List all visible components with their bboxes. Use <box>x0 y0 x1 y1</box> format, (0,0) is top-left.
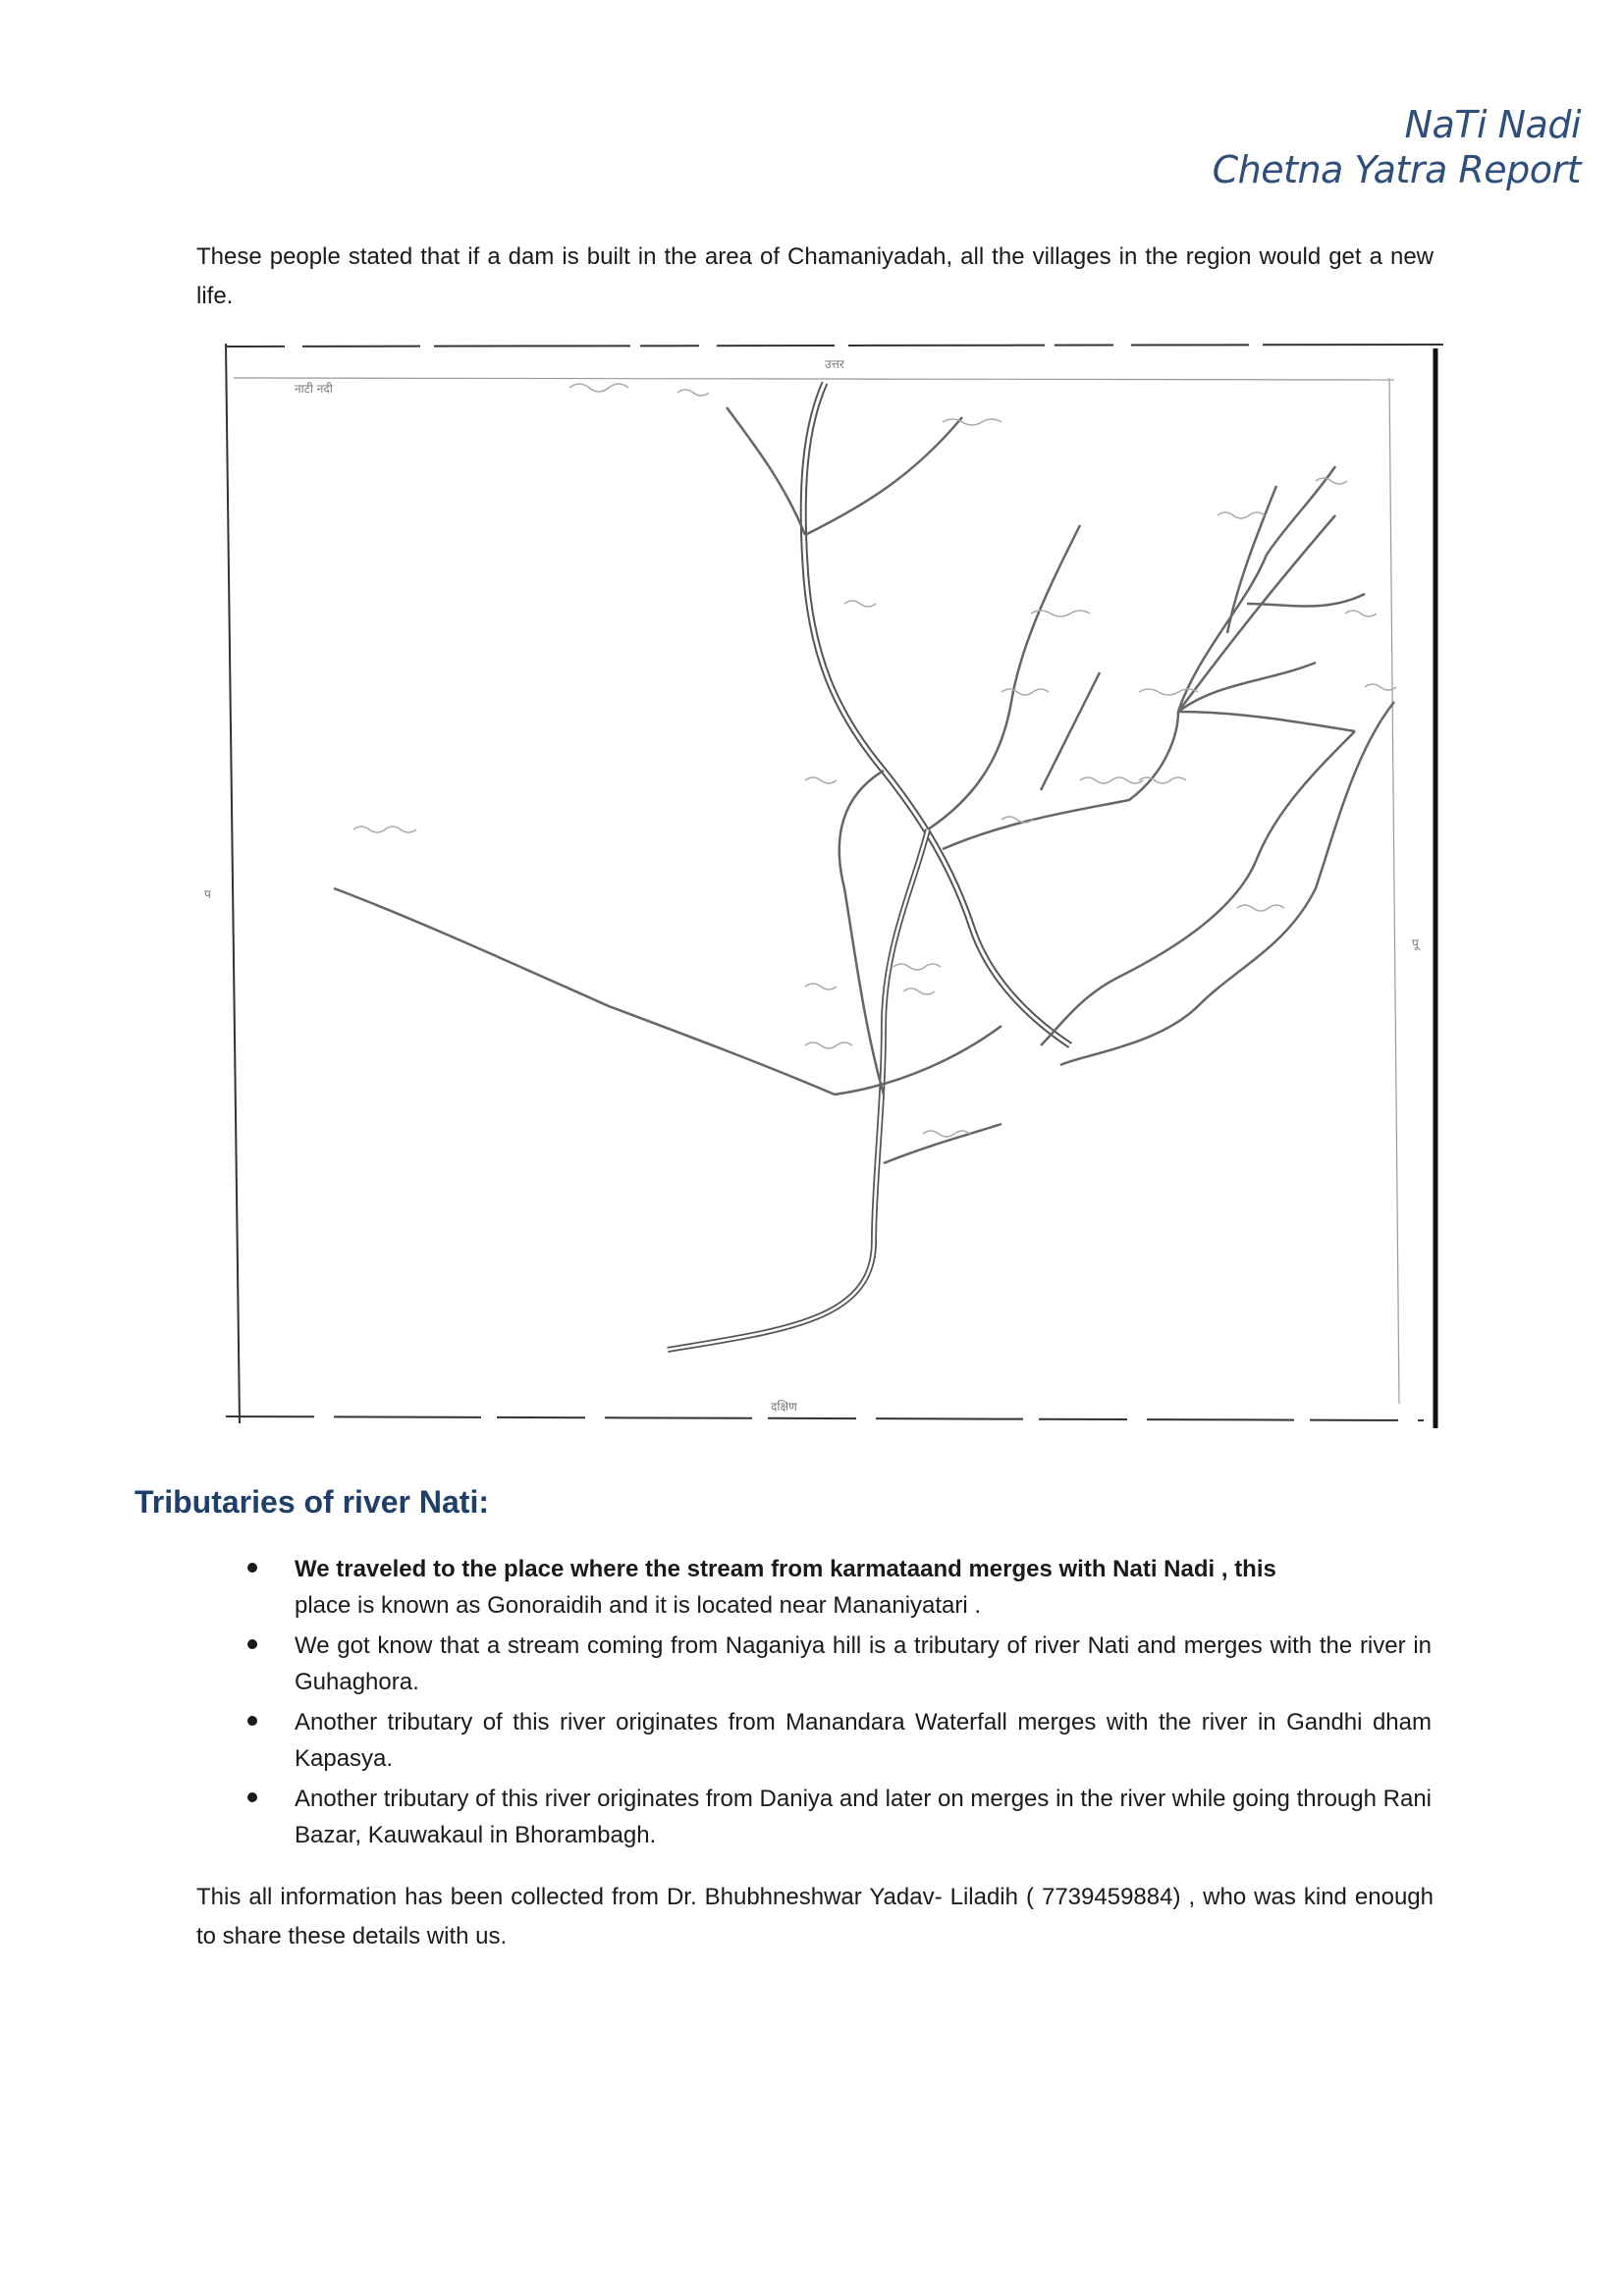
map-west-label: प <box>204 887 211 901</box>
map-title: नाटी नदी <box>295 382 333 396</box>
river-map-sketch <box>196 339 1443 1428</box>
list-item-text: Another tributary of this river originates from Manandara Waterfall merges with the river in Gandhi dham Kapasya. <box>295 1709 1432 1772</box>
list-item-bold: We traveled to the place where the stream from karmataand merges with Nati Nadi , this <box>295 1556 1276 1582</box>
list-item-text: place is known as Gonoraidih and it is located near Mananiyatari . <box>295 1592 982 1619</box>
map-south-label: दक्षिण <box>771 1400 797 1414</box>
bullet-icon <box>247 1563 257 1573</box>
list-item <box>236 1781 1432 1853</box>
report-header <box>1213 102 1581 192</box>
intro-paragraph: These people stated that if a dam is built in the area of Chamaniyadah, all the villages in the region would get a new life. <box>196 243 1434 309</box>
map-frame <box>226 344 1443 1428</box>
closing-paragraph: This all information has been collected from Dr. Bhubhneshwar Yadav- Liladih ( 7739459884) , who was kind enough to share these details with us. <box>196 1884 1434 1949</box>
tributary-list <box>236 1551 1432 1857</box>
map-east-label: पू <box>1412 936 1419 950</box>
tributaries <box>334 407 1394 1163</box>
river-map-svg <box>196 339 1443 1428</box>
bullet-icon <box>247 1639 257 1649</box>
bullet-icon <box>247 1792 257 1802</box>
main-river <box>668 383 1070 1350</box>
list-item-text: We got know that a stream coming from Naganiya hill is a tributary of river Nati and merges with the river in Guhaghora. <box>295 1632 1432 1695</box>
bullet-icon <box>247 1716 257 1726</box>
list-item <box>236 1704 1432 1777</box>
section-title: Tributaries of river Nati: <box>135 1484 489 1520</box>
list-item <box>236 1551 1432 1624</box>
list-item-text: Another tributary of this river originates from Daniya and later on merges in the river while going through Rani Bazar, Kauwakaul in Bhorambagh. <box>295 1786 1432 1848</box>
header-subtitle: Chetna Yatra Report <box>1212 148 1581 191</box>
header-title: NaTi Nadi <box>1404 103 1581 146</box>
map-north-label: उत्तर <box>825 357 844 371</box>
list-item <box>236 1628 1432 1700</box>
